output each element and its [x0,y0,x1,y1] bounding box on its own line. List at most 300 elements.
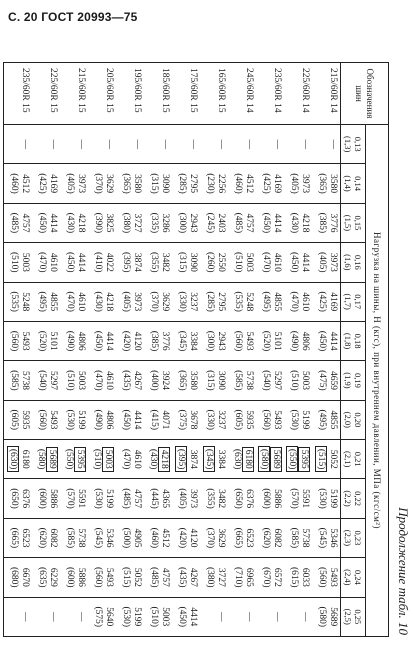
load-newton: 3237 [188,292,198,312]
load-newton [102,440,114,478]
load-kgf: (615) [289,567,299,588]
load-kgf: (490) [289,330,299,352]
load-cell [144,361,172,400]
load-newton: — [20,139,30,149]
load-cell [228,440,256,479]
pressure-kgf: (2,0) [343,411,353,428]
load-newton: 4218 [300,213,310,233]
load-newton: 4757 [132,489,142,509]
load-cell [284,243,312,282]
pressure-kgf: (2,3) [343,529,353,547]
load-newton: 5199 [328,489,338,509]
load-cell [284,282,312,321]
load-cell [256,361,284,400]
load-kgf: (355) [149,252,159,273]
load-newton: 6376 [244,489,254,509]
load-cell [32,243,60,282]
load-newton: 4414 [300,252,310,272]
highlight-box: 5003 [102,447,114,472]
load-newton: 3629 [104,174,114,194]
load-cell [256,203,284,242]
load-kgf: (315) [205,370,215,391]
load-cell [172,518,200,557]
pressure-col-header [341,203,366,242]
load-newton: 4610 [48,252,58,272]
load-newton: 5738 [300,528,310,548]
load-cell [88,518,116,557]
load-kgf: (450) [93,330,103,352]
load-newton: 5935 [20,410,30,430]
load-cell [172,361,200,400]
load-kgf: (385) [149,330,159,352]
pressure-kgf: (1,3) [343,136,353,153]
load-cell [116,203,144,242]
load-kgf: (510) [65,370,75,391]
load-cell [312,203,341,242]
load-newton: 3678 [188,410,198,430]
load-kgf: (585) [9,370,19,391]
load-newton: — [20,612,30,622]
load-cell [32,203,60,242]
highlight-box: 5395 [74,447,86,472]
load-kgf: (510) [149,606,159,628]
load-kgf: (405) [317,252,327,273]
load-newton: 4855 [48,292,58,312]
load-newton: — [272,139,282,149]
load-kgf: (540) [261,370,271,391]
load-newton: 5738 [76,528,86,548]
load-kgf: (285) [205,291,215,312]
load-cell [116,479,144,518]
load-kgf: (510) [9,252,19,273]
load-kgf: (605) [9,409,19,431]
load-newton: 5199 [132,607,142,627]
load-cell [200,321,228,360]
load-cell [32,479,60,518]
table-row [144,63,172,637]
load-newton [298,440,310,478]
load-newton: 5297 [272,370,282,390]
load-kgf: (560) [9,330,19,352]
load-kgf: (395) [121,252,131,273]
load-cell [116,282,144,321]
load-cell [116,243,144,282]
load-kgf: (430) [93,291,103,312]
load-newton: 5003 [244,252,254,272]
load-newton: 6670 [20,567,30,587]
load-cell [312,518,341,557]
load-cell [284,361,312,400]
load-kgf: (560) [37,409,47,431]
load-cell [116,125,144,164]
load-newton: 5199 [300,410,310,430]
load-newton: 4414 [328,331,338,351]
load-kgf: (605) [233,409,243,431]
load-cell [200,558,228,597]
load-cell [116,361,144,400]
load-newton: 5493 [48,410,58,430]
load-newton: 3286 [160,213,170,233]
load-cell [284,203,312,242]
load-cell [4,361,33,400]
load-cell [60,243,88,282]
load-kgf: (530) [121,606,131,628]
load-kgf: (545) [93,527,103,549]
load-kgf: (365) [317,173,327,194]
load-cell [60,518,88,557]
load-kgf: (485) [9,212,19,234]
load-cell [144,125,172,164]
load-kgf: (560) [261,409,271,431]
load-cell [4,400,33,439]
load-cell [116,558,144,597]
load-kgf: (475) [317,370,327,391]
load-cell [116,440,144,479]
highlight-box: (345) [203,446,215,473]
load-newton: 3973 [188,489,198,509]
highlight-box: 6180 [242,447,254,472]
tire-designation: 175/60R 15 [172,63,200,125]
load-kgf: (500) [121,527,131,549]
load-cell [200,125,228,164]
load-kgf [203,440,215,478]
pressure-col-header [341,518,366,557]
load-newton [158,440,170,478]
load-kgf: (335) [149,212,159,234]
load-newton: 2403 [216,213,226,233]
load-cell [172,282,200,321]
load-kgf: (315) [177,252,187,273]
load-kgf: (585) [65,527,75,549]
load-newton: 4855 [328,410,338,430]
tire-load-table [3,62,389,637]
load-newton: 4414 [48,213,58,233]
load-newton: 4169 [272,174,282,194]
load-newton: — [216,139,226,149]
load-newton: 3384 [188,331,198,351]
load-newton: 5493 [20,331,30,351]
load-newton: 6033 [300,567,310,587]
load-kgf: (535) [9,291,19,312]
load-newton: 5052 [328,449,338,469]
load-cell [200,479,228,518]
load-kgf: (530) [93,488,103,509]
pressure-kgf: (2,5) [343,608,353,625]
load-kgf: (650) [9,488,19,509]
load-cell [88,164,116,203]
pressure-mpa: 0,17 [353,294,363,310]
pressure-col-header [341,321,366,360]
load-cell [88,321,116,360]
load-cell [312,125,341,164]
tire-designation: 215/60R 14 [312,63,341,125]
load-newton: — [160,139,170,149]
load-cell [144,440,172,479]
load-cell [228,125,256,164]
load-newton: 3384 [216,449,226,469]
load-newton: 4806 [104,410,114,430]
load-kgf: (435) [121,370,131,391]
load-newton: 4120 [188,528,198,548]
pressure-mpa: 0,19 [353,373,363,388]
load-cell [144,282,172,321]
highlight-box: 5395 [298,447,310,472]
load-newton: 3924 [160,370,170,390]
load-kgf: (380) [205,567,215,588]
load-kgf: (600) [37,488,47,509]
load-newton: 4610 [76,292,86,312]
load-kgf: (380) [121,212,131,234]
load-newton: 5101 [272,331,282,351]
load-cell [312,282,341,321]
tire-designation: 235/60R 14 [256,63,284,125]
load-newton: 5591 [76,489,86,509]
load-kgf: (665) [233,527,243,549]
load-cell [60,400,88,439]
load-cell [312,597,341,637]
load-newton: 3973 [76,174,86,194]
load-newton: 2550 [216,252,226,272]
pressure-kgf: (1,4) [343,175,353,192]
pressure-col-header [341,558,366,597]
load-cell [284,558,312,597]
load-kgf: (535) [233,291,243,312]
load-kgf: (405) [121,291,131,312]
load-cell [32,400,60,439]
pressure-mpa: 0,15 [353,215,363,231]
pressure-col-header [341,400,366,439]
load-cell [4,597,33,637]
load-newton: 4512 [244,174,254,194]
load-newton: 3237 [216,410,226,430]
load-newton: 4806 [300,331,310,351]
load-newton: — [300,139,310,149]
load-newton: 4218 [104,292,114,312]
load-cell [4,243,33,282]
load-cell [256,518,284,557]
load-cell [60,203,88,242]
load-cell [4,321,33,360]
load-newton: 5591 [300,489,310,509]
pressure-mpa: 0,14 [353,176,363,191]
load-kgf: (425) [37,173,47,194]
load-kgf: (450) [317,330,327,352]
load-cell [228,243,256,282]
pressure-col-header [341,243,366,282]
load-cell [116,597,144,637]
load-newton: 3090 [216,370,226,390]
load-newton: 5738 [244,370,254,390]
load-kgf: (260) [205,252,215,273]
load-kgf: (470) [93,370,103,391]
load-cell [4,479,33,518]
load-newton: 6376 [20,489,30,509]
load-kgf: (540) [37,370,47,391]
load-cell [144,597,172,637]
load-cell [4,125,33,164]
load-kgf: (430) [289,212,299,234]
table-body [4,63,341,637]
load-kgf: (650) [233,488,243,509]
load-kgf: (425) [317,291,327,312]
load-cell [144,164,172,203]
load-newton: 6523 [244,528,254,548]
load-newton: — [132,139,142,149]
load-newton: 3874 [188,449,198,469]
load-cell [172,440,200,479]
pressure-kgf: (1,8) [343,332,353,350]
load-kgf: (510) [92,448,102,470]
load-cell [172,125,200,164]
table-row [284,63,312,637]
load-newton: 3776 [328,213,338,233]
load-newton: 5886 [272,489,282,509]
load-kgf: (470) [261,252,271,273]
load-kgf: (600) [261,488,271,509]
load-cell [256,479,284,518]
load-cell [312,361,341,400]
pressure-col-header [341,361,366,400]
load-kgf: (580) [36,448,46,470]
load-cell [144,558,172,597]
load-kgf: (585) [289,527,299,549]
load-cell [172,321,200,360]
load-newton: — [244,139,254,149]
load-newton: 4267 [132,370,142,390]
tire-designation: 165/60R 15 [200,63,228,125]
load-cell [4,518,33,557]
load-newton: 4169 [48,174,58,194]
load-newton [270,440,282,478]
load-newton: 3629 [160,292,170,312]
load-newton: 4512 [160,528,170,548]
load-kgf: (495) [317,409,327,431]
load-cell [312,164,341,203]
table-row [172,63,200,637]
load-kgf: (365) [177,370,187,391]
load-kgf: (450) [289,252,299,273]
load-cell [172,558,200,597]
highlight-box: (550) [286,446,298,473]
load-kgf: (365) [121,173,131,194]
load-kgf: (510) [233,252,243,273]
load-kgf: (390) [93,212,103,234]
load-kgf: (400) [149,370,159,391]
load-cell [256,164,284,203]
load-kgf: (460) [233,173,243,194]
table-row [88,63,116,637]
load-kgf: (485) [149,567,159,588]
load-cell [228,518,256,557]
highlight-box: (580) [258,446,270,473]
pressure-col-header [341,125,366,164]
load-newton: — [300,612,310,622]
load-cell [312,321,341,360]
load-cell [88,597,116,637]
load-kgf: (620) [261,527,271,549]
load-kgf: (580) [317,606,327,628]
pressure-kgf: (2,4) [343,569,353,586]
load-kgf: (375) [177,409,187,431]
load-newton: 5297 [48,370,58,390]
load-cell [256,558,284,597]
load-newton: 5003 [20,252,30,272]
load-newton: — [76,139,86,149]
load-cell [256,597,284,637]
load-cell [60,597,88,637]
load-kgf: (490) [65,330,75,352]
load-kgf: (420) [177,527,187,549]
load-newton: 5738 [20,370,30,390]
load-newton: — [244,612,254,622]
load-newton: 4022 [104,252,114,272]
load-newton: 3482 [160,252,170,272]
load-newton: — [272,612,282,622]
table-row [200,63,228,637]
load-kgf: (430) [65,212,75,234]
load-newton: 4757 [160,567,170,587]
load-kgf: (425) [261,173,271,194]
pressure-mpa: 0,24 [353,569,363,585]
pressure-mpa: 0,13 [353,136,363,152]
load-kgf: (405) [177,488,187,509]
load-newton: 3874 [132,252,142,272]
load-kgf: (550) [64,448,74,470]
load-kgf: (450) [177,606,187,628]
load-kgf: (300) [205,330,215,352]
load-newton: 2795 [188,174,198,194]
load-kgf: (600) [65,567,75,588]
load-newton: 3727 [132,213,142,233]
load-kgf: (315) [149,173,159,194]
load-newton [46,440,58,478]
load-kgf: (490) [93,409,103,431]
load-cell [88,243,116,282]
load-cell [88,479,116,518]
tire-designation: 195/60R 15 [116,63,144,125]
load-cell [60,125,88,164]
load-cell [284,400,312,439]
load-cell [144,479,172,518]
load-kgf: (570) [65,488,75,509]
load-kgf: (230) [205,173,215,194]
load-newton [74,440,86,478]
load-kgf: (450) [65,252,75,273]
load-cell [172,203,200,242]
load-cell [228,164,256,203]
load-kgf [7,440,19,478]
load-kgf: (470) [289,291,299,312]
load-kgf: (530) [289,409,299,431]
load-newton: 5493 [272,410,282,430]
load-cell [32,164,60,203]
load-newton: 3727 [216,567,226,587]
table-continuation-caption: Продолжение табл. 10 [396,507,411,635]
load-cell [88,125,116,164]
load-cell [32,282,60,321]
load-cell [32,518,60,557]
load-cell [256,243,284,282]
load-cell [284,597,312,637]
tire-designation: 185/60R 15 [144,63,172,125]
load-cell [172,597,200,637]
load-cell [60,164,88,203]
load-newton: 4414 [188,607,198,627]
table-row [32,63,60,637]
load-newton: — [188,139,198,149]
highlight-box: 4218 [158,447,170,472]
load-newton: 4855 [272,292,282,312]
